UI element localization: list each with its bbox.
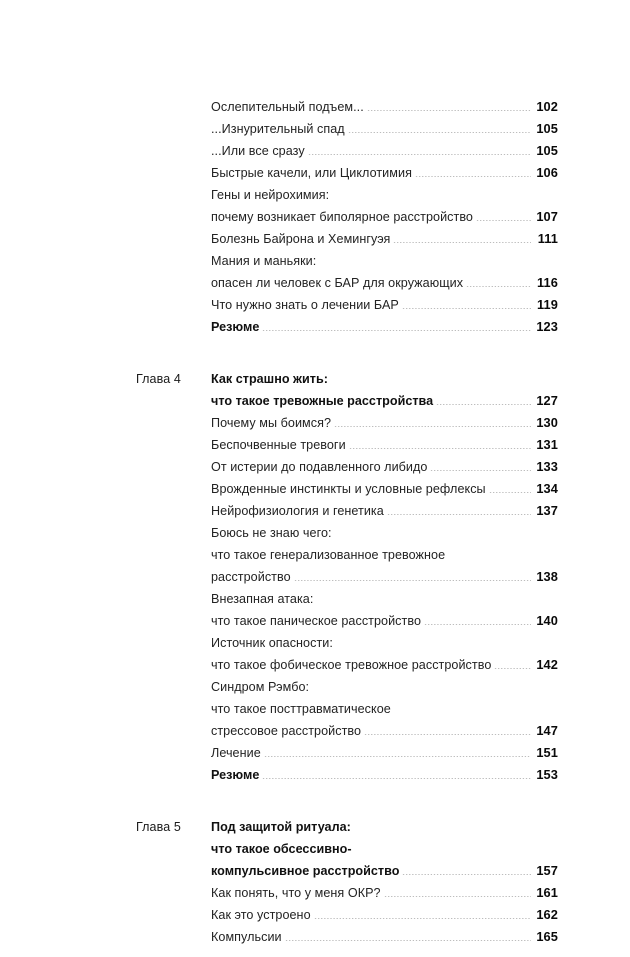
toc-entry-page-number: 133	[536, 459, 558, 474]
dot-leader	[466, 286, 531, 287]
toc-entry-title: Что нужно знать о лечении БАР	[211, 298, 399, 312]
toc-entry	[211, 632, 558, 654]
toc-entry-title: Внезапная атака:	[211, 592, 314, 606]
toc-entry-row[interactable]	[136, 390, 558, 412]
toc-entry-title: Мания и маньяки:	[211, 254, 317, 268]
toc-entry-page-number: 138	[536, 569, 558, 584]
toc-entry	[211, 294, 558, 316]
toc-entry-list	[136, 96, 558, 948]
toc-entry	[211, 676, 558, 698]
toc-entry-row[interactable]	[136, 500, 558, 522]
toc-entry	[211, 250, 558, 272]
dot-leader	[489, 492, 531, 493]
toc-entry-title: Как понять, что у меня ОКР?	[211, 886, 381, 900]
toc-entry	[211, 412, 558, 434]
toc-entry	[211, 478, 558, 500]
toc-entry-row[interactable]	[136, 654, 558, 676]
dot-leader	[262, 330, 531, 331]
dot-leader	[387, 514, 531, 515]
toc-entry-page-number: 153	[536, 767, 558, 782]
toc-entry-row[interactable]	[136, 140, 558, 162]
toc-entry	[211, 456, 558, 478]
dot-leader	[364, 734, 531, 735]
toc-entry-row[interactable]	[136, 860, 558, 882]
toc-entry-page-number: 157	[536, 863, 558, 878]
dot-leader	[264, 756, 531, 757]
toc-entry	[211, 742, 558, 764]
toc-group	[136, 96, 558, 338]
toc-entry-row[interactable]	[136, 412, 558, 434]
toc-entry-row[interactable]	[136, 316, 558, 338]
toc-entry-title: что такое посттравматическое	[211, 702, 391, 716]
toc-entry-row[interactable]	[136, 838, 558, 860]
toc-entry	[211, 882, 558, 904]
dot-leader	[367, 110, 531, 111]
toc-entry-row[interactable]	[136, 882, 558, 904]
toc-entry-title: Синдром Рэмбо:	[211, 680, 310, 694]
toc-entry-title: компульсивное расстройство	[211, 864, 400, 878]
toc-entry	[211, 140, 558, 162]
toc-group	[136, 368, 558, 786]
toc-entry-row[interactable]	[136, 632, 558, 654]
toc-entry-page-number: 147	[536, 723, 558, 738]
dot-leader	[430, 470, 531, 471]
toc-entry	[211, 522, 558, 544]
toc-entry-row[interactable]	[136, 434, 558, 456]
toc-group	[136, 816, 558, 948]
toc-entry-title: Лечение	[211, 746, 261, 760]
dot-leader	[424, 624, 531, 625]
dot-leader	[262, 778, 531, 779]
toc-entry	[211, 272, 558, 294]
toc-entry-page-number: 161	[536, 885, 558, 900]
toc-entry	[211, 500, 558, 522]
toc-entry-row[interactable]	[136, 816, 558, 838]
toc-entry-page-number: 106	[536, 165, 558, 180]
dot-leader	[393, 242, 531, 243]
toc-entry-title: что такое обсессивно-	[211, 842, 352, 856]
dot-leader	[349, 448, 531, 449]
toc-entry-page-number: 165	[536, 929, 558, 944]
toc-entry-title: ...Изнурительный спад	[211, 122, 345, 136]
toc-entry-row[interactable]	[136, 698, 558, 720]
toc-entry-row[interactable]	[136, 96, 558, 118]
chapter-label: Глава 4	[136, 372, 181, 386]
dot-leader	[402, 308, 531, 309]
toc-entry	[211, 566, 558, 588]
toc-entry-row[interactable]	[136, 720, 558, 742]
toc-entry-title: Компульсии	[211, 930, 282, 944]
toc-entry-page-number: 107	[536, 209, 558, 224]
toc-entry	[211, 926, 558, 948]
toc-entry	[211, 698, 558, 720]
toc-entry	[211, 316, 558, 338]
toc-entry	[211, 860, 558, 882]
toc-entry	[211, 610, 558, 632]
toc-entry-title: почему возникает биполярное расстройство	[211, 210, 473, 224]
toc-entry-title: что такое фобическое тревожное расстройство	[211, 658, 492, 672]
dot-leader	[348, 132, 531, 133]
toc-entry-title: что такое тревожные расстройства	[211, 394, 434, 408]
toc-entry-page-number: 119	[537, 297, 558, 312]
dot-leader	[476, 220, 531, 221]
toc-entry-row[interactable]	[136, 764, 558, 786]
toc-entry-title: Беспочвенные тревоги	[211, 438, 346, 452]
toc-entry-row[interactable]	[136, 184, 558, 206]
toc-entry-title: От истерии до подавленного либидо	[211, 460, 428, 474]
dot-leader	[402, 874, 531, 875]
toc-entry	[211, 654, 558, 676]
toc-entry-title: Нейрофизиология и генетика	[211, 504, 384, 518]
toc-entry-page-number: 102	[536, 99, 558, 114]
toc-entry-row[interactable]	[136, 228, 558, 250]
toc-entry	[211, 588, 558, 610]
toc-entry-title: Болезнь Байрона и Хемингуэя	[211, 232, 391, 246]
toc-entry-row[interactable]	[136, 926, 558, 948]
toc-entry-page-number: 140	[536, 613, 558, 628]
dot-leader	[285, 940, 531, 941]
toc-entry-page-number: 116	[537, 275, 558, 290]
toc-entry-row[interactable]	[136, 162, 558, 184]
toc-entry-title: что такое генерализованное тревожное	[211, 548, 446, 562]
dot-leader	[494, 668, 531, 669]
toc-entry-page-number: 134	[536, 481, 558, 496]
toc-entry-page-number: 131	[536, 437, 558, 452]
toc-entry-title: Боюсь не знаю чего:	[211, 526, 332, 540]
toc-entry	[211, 368, 558, 390]
toc-entry	[211, 904, 558, 926]
toc-entry	[211, 544, 558, 566]
toc-entry-page-number: 162	[536, 907, 558, 922]
toc-entry-title: расстройство	[211, 570, 291, 584]
dot-leader	[308, 154, 531, 155]
toc-entry-row[interactable]	[136, 522, 558, 544]
toc-entry	[211, 184, 558, 206]
toc-entry-page-number: 137	[536, 503, 558, 518]
toc-entry-row[interactable]	[136, 478, 558, 500]
dot-leader	[334, 426, 531, 427]
toc-entry-title: Источник опасности:	[211, 636, 333, 650]
toc-entry-page-number: 105	[536, 121, 558, 136]
toc-entry-title: Под защитой ритуала:	[211, 820, 351, 834]
toc-entry-title: Быстрые качели, или Циклотимия	[211, 166, 412, 180]
toc-entry-title: Резюме	[211, 320, 260, 334]
toc-entry-row[interactable]	[136, 250, 558, 272]
chapter-label: Глава 5	[136, 820, 181, 834]
dot-leader	[384, 896, 531, 897]
toc-entry-row[interactable]	[136, 566, 558, 588]
toc-entry-title: Резюме	[211, 768, 260, 782]
toc-entry-row[interactable]	[136, 610, 558, 632]
toc-entry-row[interactable]	[136, 456, 558, 478]
toc-entry	[211, 816, 558, 838]
toc-entry-title: Гены и нейрохимия:	[211, 188, 330, 202]
toc-entry-row[interactable]	[136, 904, 558, 926]
toc-entry	[211, 838, 558, 860]
toc-entry-title: стрессовое расстройство	[211, 724, 362, 738]
toc-entry-title: опасен ли человек с БАР для окружающих	[211, 276, 464, 290]
toc-entry	[211, 720, 558, 742]
toc-entry-page-number: 111	[537, 231, 558, 246]
toc-entry-page-number: 142	[536, 657, 558, 672]
toc-entry-row[interactable]	[136, 272, 558, 294]
toc-entry-row[interactable]	[136, 544, 558, 566]
toc-entry-title: Ослепительный подъем...	[211, 100, 364, 114]
dot-leader	[415, 176, 531, 177]
toc-entry	[211, 390, 558, 412]
dot-leader	[314, 918, 531, 919]
toc-entry-row[interactable]	[136, 206, 558, 228]
toc-entry-title: Почему мы боимся?	[211, 416, 332, 430]
toc-entry-row[interactable]	[136, 676, 558, 698]
toc-entry	[211, 96, 558, 118]
toc-entry-row[interactable]	[136, 742, 558, 764]
toc-entry-page-number: 151	[536, 745, 558, 760]
toc-entry-title: что такое паническое расстройство	[211, 614, 421, 628]
toc-entry	[211, 162, 558, 184]
toc-entry-row[interactable]	[136, 368, 558, 390]
toc-entry-page-number: 127	[536, 393, 558, 408]
toc-entry	[211, 118, 558, 140]
toc-entry-title: Как страшно жить:	[211, 372, 328, 386]
toc-entry	[211, 206, 558, 228]
dot-leader	[436, 404, 531, 405]
toc-entry-page-number: 105	[536, 143, 558, 158]
toc-entry-title: Как это устроено	[211, 908, 311, 922]
toc-entry	[211, 434, 558, 456]
dot-leader	[294, 580, 531, 581]
toc-entry-row[interactable]	[136, 294, 558, 316]
toc-entry-title: ...Или все сразу	[211, 144, 305, 158]
toc-entry	[211, 228, 558, 250]
toc-entry-page-number: 123	[536, 319, 558, 334]
toc-entry	[211, 764, 558, 786]
toc-entry-row[interactable]	[136, 118, 558, 140]
toc-entry-page-number: 130	[536, 415, 558, 430]
toc-entry-title: Врожденные инстинкты и условные рефлексы	[211, 482, 486, 496]
toc-entry-row[interactable]	[136, 588, 558, 610]
